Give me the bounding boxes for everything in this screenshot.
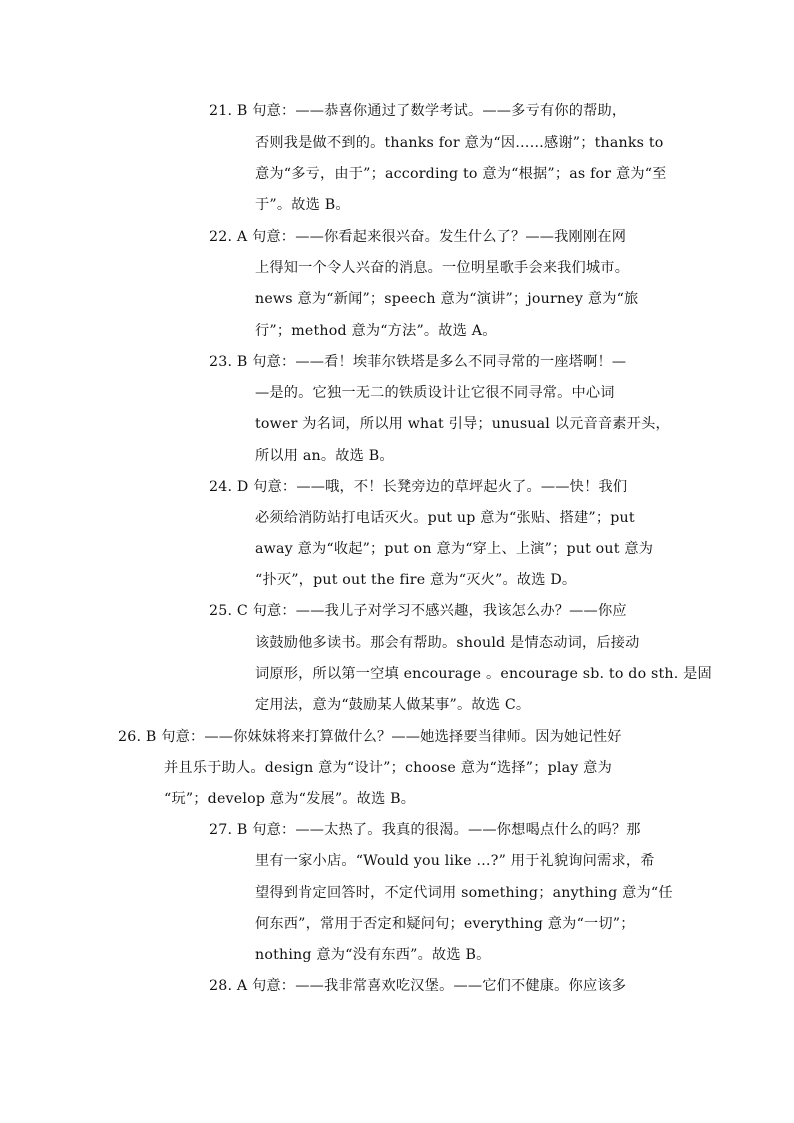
answer-22-line-1: 22. A 句意：——你看起来很兴奋。发生什么了？——我刚刚在网 <box>209 229 627 245</box>
answer-23-line-3: tower 为名词，所以用 what 引导；unusual 以元音音素开头， <box>255 416 670 432</box>
answer-21-line-4: 于”。故选 B。 <box>255 197 350 213</box>
answer-22-line-2: 上得知一个令人兴奋的消息。一位明星歌手会来我们城市。 <box>255 260 630 276</box>
answer-24-line-4: “扑灭”，put out the fire 意为“灭火”。故选 D。 <box>255 572 577 588</box>
answer-25-line-4: 定用法，意为“鼓励某人做某事”。故选 C。 <box>255 697 531 713</box>
answer-25-line-3: 词原形，所以第一空填 encourage 。encourage sb. to do sth. 是固 <box>255 666 712 682</box>
answer-27-line-5: nothing 意为“没有东西”。故选 B。 <box>255 947 491 963</box>
answer-24-line-3: away 意为“收起”；put on 意为“穿上、上演”；put out 意为 <box>255 541 654 557</box>
answer-26-line-1: 26. B 句意：——你妹妹将来打算做什么？——她选择要当律师。因为她记性好 <box>118 729 622 745</box>
answer-22-line-4: 行”；method 意为“方法”。故选 A。 <box>255 323 497 339</box>
answer-21-line-3: 意为“多亏，由于”；according to 意为“根据”；as for 意为“至 <box>255 166 667 182</box>
answer-25-line-2: 该鼓励他多读书。那会有帮助。should 是情态动词，后接动 <box>255 635 640 651</box>
answer-24-line-1: 24. D 句意：——哦，不！长凳旁边的草坪起火了。——快！我们 <box>209 479 628 495</box>
answer-21-line-1: 21. B 句意：——恭喜你通过了数学考试。——多亏有你的帮助， <box>209 103 627 119</box>
answer-23-line-2: —是的。它独一无二的铁质设计让它很不同寻常。中心词 <box>255 385 615 401</box>
answer-27-line-1: 27. B 句意：——太热了。我真的很渴。——你想喝点什么的吗？那 <box>209 822 641 838</box>
answer-26-line-3: “玩”；develop 意为“发展”。故选 B。 <box>164 791 416 807</box>
answer-28-line-1: 28. A 句意：——我非常喜欢吃汉堡。——它们不健康。你应该多 <box>209 978 627 994</box>
answer-26-line-2: 并且乐于助人。design 意为“设计”；choose 意为“选择”；play 意为 <box>164 760 612 776</box>
answer-23-line-1: 23. B 句意：——看！埃菲尔铁塔是多么不同寻常的一座塔啊！— <box>209 354 627 370</box>
answer-24-line-2: 必须给消防站打电话灭火。put up 意为“张贴、搭建”；put <box>255 510 635 526</box>
answer-21-line-2: 否则我是做不到的。thanks for 意为“因……感谢”；thanks to <box>255 135 664 151</box>
answer-25-line-1: 25. C 句意：——我儿子对学习不感兴趣，我该怎么办？——你应 <box>209 603 627 619</box>
answer-27-line-2: 里有一家小店。“Would you like …?” 用于礼貌询问需求，希 <box>255 853 655 869</box>
answer-27-line-4: 何东西”，常用于否定和疑问句；everything 意为“一切”； <box>255 916 635 932</box>
answer-22-line-3: news 意为“新闻”；speech 意为“演讲”；journey 意为“旅 <box>255 291 639 307</box>
answer-23-line-4: 所以用 an。故选 B。 <box>255 448 394 464</box>
answer-27-line-3: 望得到肯定回答时，不定代词用 something；anything 意为“任 <box>255 885 673 901</box>
